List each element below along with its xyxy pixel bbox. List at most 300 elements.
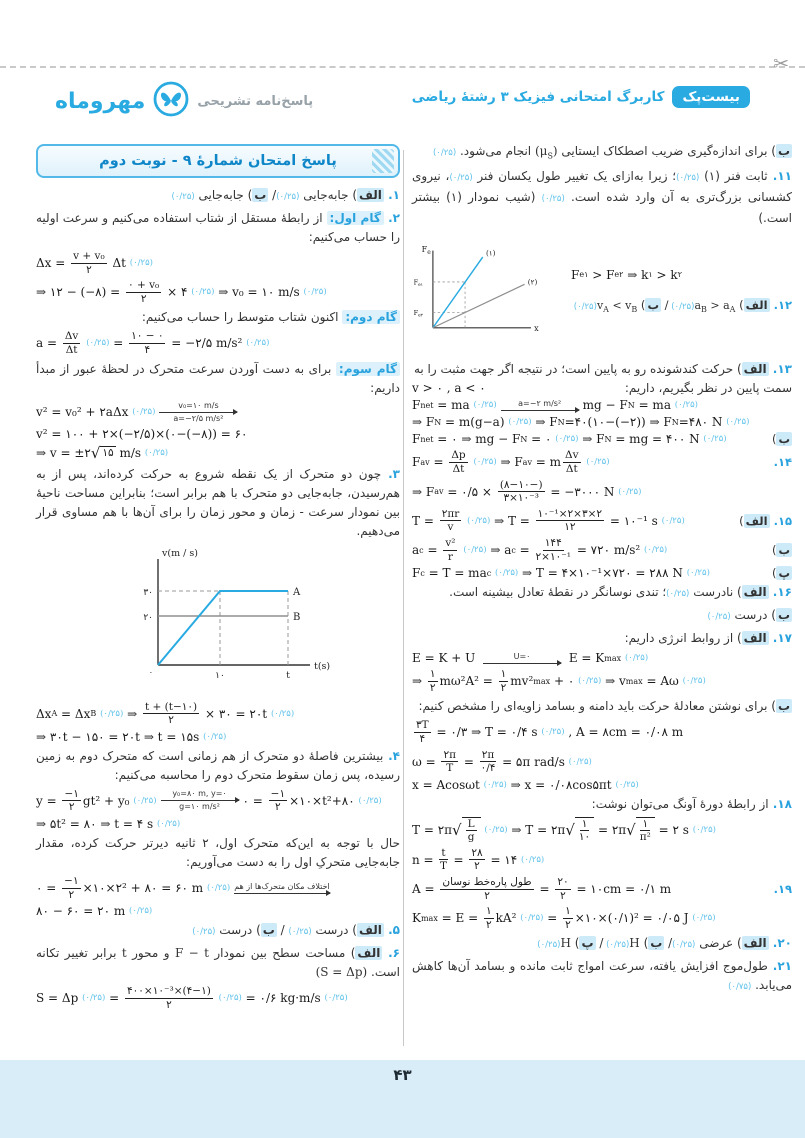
math-text: ۰ = bbox=[242, 793, 267, 808]
y-tick-fe2: $F_{e۲}$ bbox=[413, 309, 424, 319]
equation bbox=[412, 668, 706, 694]
text-run: ) عرضی bbox=[695, 936, 742, 951]
fraction bbox=[441, 749, 458, 775]
math-text: Δt bbox=[108, 256, 130, 271]
equation-line bbox=[36, 427, 400, 441]
score-tag: (۰/۲۵) bbox=[129, 258, 153, 269]
answer-part-badge: ب bbox=[778, 543, 790, 558]
square-root bbox=[626, 817, 655, 844]
numerator: ۱ bbox=[485, 905, 492, 918]
paragraph bbox=[412, 167, 792, 228]
text-run bbox=[625, 381, 792, 395]
math-text: = bbox=[515, 543, 534, 558]
equation-line bbox=[36, 250, 400, 276]
label-line-2: (۲) bbox=[527, 277, 538, 287]
math-text: F bbox=[571, 267, 580, 282]
score-tag: (۰/۲۵) bbox=[432, 148, 457, 158]
math-text: = E = bbox=[437, 911, 482, 926]
answer-part-badge: الف bbox=[357, 946, 381, 961]
score-tag: (۰/۲۵) bbox=[288, 927, 312, 938]
score-tag: (۰/۲۵) bbox=[571, 301, 597, 312]
question-number: ۱۹. bbox=[773, 882, 792, 897]
question-number: ۱۸. bbox=[768, 796, 792, 811]
numerator: ۲×۳×۲×۱۰⁻¹ bbox=[537, 507, 603, 520]
denominator: ۲ bbox=[68, 888, 75, 901]
denominator: T bbox=[440, 860, 448, 873]
square-root bbox=[452, 817, 481, 844]
text-run: از رابطهٔ دورهٔ آونگ می‌توان نوشت: bbox=[591, 796, 769, 811]
fraction bbox=[640, 818, 651, 844]
inline-math: H bbox=[560, 936, 571, 951]
math-text: T = bbox=[412, 513, 438, 528]
text-run: ) bbox=[771, 432, 777, 447]
equation-line bbox=[412, 651, 792, 665]
numerator: t + (t−۱۰) bbox=[144, 700, 198, 713]
math-text: ⇒ x = ۰/۰۸cos۵πt bbox=[506, 777, 616, 792]
math-text: = −۳۰۰۰ N bbox=[546, 484, 619, 499]
subscript: av bbox=[434, 487, 444, 497]
math-text: + ۰ bbox=[550, 674, 579, 689]
math-text: = ۱۰⁻¹ s bbox=[606, 513, 662, 528]
subscript: N bbox=[671, 417, 679, 427]
fraction bbox=[555, 876, 570, 902]
question-number: ۱۷. bbox=[768, 631, 792, 646]
math-text: ⇒ T = bbox=[490, 513, 534, 528]
score-tag: (۰/۲۵) bbox=[207, 883, 231, 894]
inline-math: t bbox=[121, 946, 127, 961]
x-axis-title: t(s) bbox=[314, 660, 331, 672]
equation bbox=[412, 381, 486, 395]
question-number: ۲۰. bbox=[768, 936, 792, 951]
equation-line bbox=[36, 730, 400, 744]
math-text: × ۳۰ = ۲۰t bbox=[201, 706, 271, 721]
subscript: ۲ bbox=[677, 270, 682, 280]
question-number: ۱۶. bbox=[768, 585, 792, 600]
equation-line bbox=[412, 778, 792, 792]
fraction bbox=[563, 905, 573, 931]
math-text: = −۲/۵ m/s² bbox=[167, 336, 247, 351]
y-tick-fe1: $F_{e۱}$ bbox=[413, 278, 424, 289]
score-tag: (۰/۲۵) bbox=[449, 173, 473, 184]
numerator: L bbox=[467, 817, 475, 830]
math-text: ⇒ T = ۴×۱۰⁻¹×۷۲۰ = ۲۸۸ N bbox=[518, 566, 687, 581]
math-text: = T = ma bbox=[424, 566, 487, 581]
answer-part-badge: الف bbox=[743, 585, 767, 600]
math-text: ×۱۰×(۰/۱)² = ۰/۰۵ J bbox=[574, 911, 693, 926]
score-tag: (۰/۲۵) bbox=[358, 795, 382, 806]
numerator: ۱ bbox=[581, 817, 588, 830]
labeled-arrow bbox=[501, 399, 579, 412]
text-run: ) bbox=[771, 543, 777, 558]
paragraph bbox=[36, 465, 400, 541]
math-text: kA² bbox=[495, 911, 521, 926]
math-text: = m bbox=[531, 455, 562, 470]
equation-line bbox=[412, 508, 792, 534]
fraction bbox=[269, 788, 287, 814]
subscript: max bbox=[604, 653, 622, 663]
arrow-bottom-label: a=−۲/۵ m/s² bbox=[173, 413, 224, 423]
denominator: g bbox=[467, 831, 475, 844]
inline-math: F − t bbox=[174, 946, 209, 961]
numerator: ۱ bbox=[429, 668, 436, 681]
radicand: ۱۵ bbox=[102, 447, 114, 460]
answer-part-badge: ب bbox=[777, 144, 790, 158]
score-tag: (۰/۲۵) bbox=[129, 906, 153, 917]
denominator: ۲ bbox=[68, 801, 75, 814]
score-tag: (۰/۲۵) bbox=[618, 486, 642, 497]
score-tag: (۰/۲۵) bbox=[578, 676, 602, 687]
numerator: (۴−۱)×۱۰⁻³×۴۰۰ bbox=[126, 985, 211, 998]
math-text: = ma bbox=[433, 398, 474, 413]
fraction bbox=[498, 479, 545, 505]
math-text: × ۴ bbox=[163, 285, 192, 300]
math-text: = bbox=[429, 455, 448, 470]
score-tag: (۰/۲۵) bbox=[463, 545, 487, 556]
radical-sign: √ bbox=[90, 443, 101, 462]
paragraph bbox=[36, 834, 400, 872]
math-text: E = K bbox=[565, 651, 605, 666]
spring-force-graph bbox=[412, 230, 547, 358]
math-text: E = K + U bbox=[412, 651, 480, 666]
subscript: max bbox=[420, 913, 438, 923]
fraction bbox=[71, 250, 107, 276]
equation-line bbox=[36, 788, 400, 814]
page-number: ۴۳ bbox=[393, 1066, 412, 1084]
labeled-arrow bbox=[483, 652, 561, 665]
text-run: ) برای اندازه‌گیری ضریب اصطکاک ایستایی bbox=[557, 144, 776, 158]
denominator: ۲ bbox=[86, 263, 92, 276]
question-number: ۳. bbox=[381, 466, 400, 481]
math-text: x = Acosωt bbox=[412, 777, 484, 792]
paragraph bbox=[36, 209, 400, 247]
numerator: ۰ + v₀ bbox=[128, 279, 160, 292]
score-tag: (۰/۲۵) bbox=[86, 338, 110, 349]
arrow-line bbox=[501, 410, 579, 411]
text-run: بیشترین فاصلهٔ دو متحرک از هم زمانی است که متحرک دوم به زمین رسیده، پس زمان سقوط متحرک دوم را محاسبه می‌کنیم: bbox=[36, 748, 400, 782]
answer-part-badge: الف bbox=[743, 631, 767, 646]
question-number: ۱۳. bbox=[768, 362, 792, 377]
equation-line bbox=[36, 330, 400, 356]
subscript: e۱ bbox=[418, 283, 424, 289]
subscript: A bbox=[51, 709, 58, 719]
score-tag: (۰/۲۵) bbox=[484, 825, 508, 836]
x-tick-10: ۱۰ bbox=[215, 670, 225, 681]
arrow-top-label: y₀=۸۰ m, y=۰ bbox=[172, 789, 227, 799]
answer-part-badge: الف bbox=[359, 188, 382, 202]
subscript: av bbox=[522, 457, 532, 467]
score-tag: (۰/۲۵) bbox=[192, 927, 216, 938]
question-number: ۲۱. bbox=[767, 959, 792, 974]
math-text: v² = v₀² + ۲aΔx bbox=[36, 405, 133, 420]
denominator: T bbox=[446, 762, 454, 775]
math-text: = bbox=[535, 882, 554, 897]
text-run: ) حرکت کندشونده رو به پایین است؛ در نتیجه اگر جهت مثبت را به bbox=[413, 362, 742, 377]
subscript: e bbox=[427, 249, 431, 257]
subscript: e۲ bbox=[418, 313, 424, 319]
equation-line bbox=[412, 719, 792, 745]
score-tag: (۰/۲۵) bbox=[586, 457, 610, 468]
math-text: Δx = bbox=[36, 256, 70, 271]
numerator: ۲π bbox=[443, 748, 457, 761]
inline-math: H bbox=[629, 936, 640, 951]
denominator: ۲ bbox=[166, 998, 172, 1011]
math-text: , A = ۸cm = ۰/۰۸ m bbox=[564, 725, 684, 740]
banner-hatch-decoration bbox=[372, 149, 394, 173]
answer-part-badge: ب bbox=[650, 936, 663, 951]
score-tag: (۰/۲۵) bbox=[144, 447, 169, 458]
header-left bbox=[55, 80, 313, 122]
worksheet-title: کاربرگ امتحانی فیزیک ۳ رشتهٔ ریاضی bbox=[411, 89, 665, 105]
equation bbox=[36, 817, 180, 831]
subscript: A bbox=[603, 304, 609, 314]
score-tag: (۰/۲۵) bbox=[672, 940, 696, 951]
denominator: Δt bbox=[452, 462, 465, 475]
text-run: ) درست bbox=[730, 608, 776, 623]
math-text: ⇒ bbox=[412, 674, 426, 689]
equation-line bbox=[412, 479, 792, 505]
score-tag: (۰/۲۵) bbox=[568, 756, 592, 767]
math-text: mv² bbox=[510, 674, 534, 689]
score-tag: (۰/۲۵) bbox=[521, 854, 545, 865]
math-text: v > ۰ , a < ۰ bbox=[412, 381, 486, 396]
butterfly-logo-icon bbox=[152, 80, 190, 122]
y-axis-title: $F_e$ bbox=[421, 245, 431, 257]
math-text: ۰ = bbox=[36, 881, 61, 896]
score-tag: (۰/۲۵) bbox=[191, 287, 215, 298]
answer-part-badge: ب bbox=[778, 432, 790, 447]
numerator: −۱ bbox=[64, 787, 79, 800]
text-run: ) bbox=[735, 297, 744, 312]
subscript: ۱ bbox=[648, 270, 653, 280]
math-text: ⇒ a bbox=[486, 543, 512, 558]
score-tag: (۰/۲۵) bbox=[726, 417, 750, 428]
denominator: ۲×۱۰⁻¹ bbox=[535, 550, 571, 563]
math-text: mω²A² = bbox=[439, 674, 497, 689]
subscript: net bbox=[420, 400, 434, 410]
equation bbox=[36, 330, 269, 356]
equation bbox=[412, 778, 639, 792]
denominator: ۲ bbox=[275, 801, 281, 814]
fraction bbox=[449, 449, 467, 475]
score-tag: (۰/۲۵) bbox=[495, 568, 519, 579]
score-tag: (۰/۲۵) bbox=[703, 434, 727, 445]
equation bbox=[412, 415, 749, 429]
arrow-bottom-label: g=۱۰ m/s² bbox=[179, 802, 220, 812]
text-run: ، نیروی کشسانی بزرگ‌تری به آن وارد شده است. bbox=[412, 169, 792, 205]
score-tag: (۰/۲۵) bbox=[534, 940, 561, 951]
score-tag: (۰/۲۵) bbox=[692, 913, 716, 924]
denominator: ۱۰ bbox=[578, 831, 591, 844]
text-run: ) bbox=[570, 936, 580, 951]
fraction bbox=[443, 537, 457, 563]
math-text: = bbox=[423, 543, 442, 558]
fraction bbox=[63, 330, 81, 356]
equation bbox=[36, 444, 168, 462]
score-tag: (۰/۲۵) bbox=[707, 612, 731, 623]
numerator: v² bbox=[445, 536, 456, 549]
numerator: Δp bbox=[451, 449, 466, 462]
fraction bbox=[536, 537, 571, 563]
denominator: π² bbox=[639, 831, 651, 844]
y-axis-title: v(m / s) bbox=[162, 547, 198, 559]
inline-math: (S = Δp) bbox=[315, 965, 368, 980]
subscript: N bbox=[520, 434, 528, 444]
math-text: ×۱۰×۲² + ۸۰ = ۶۰ m bbox=[82, 881, 207, 896]
cut-line bbox=[0, 66, 805, 68]
math-text: ⇒ F bbox=[412, 484, 435, 499]
math-text: S = Δp bbox=[36, 991, 83, 1006]
text-run: / bbox=[664, 936, 673, 951]
text-run: از رابطهٔ مستقل از شتاب استفاده می‌کنیم و سرعت اولیه را حساب می‌کنیم: bbox=[36, 211, 400, 244]
question-number: ۶. bbox=[382, 946, 400, 961]
fraction bbox=[125, 985, 213, 1011]
math-text: = ۱۴ bbox=[486, 852, 522, 867]
inline-math: $(\mu_S)$ bbox=[534, 144, 558, 161]
answer-part-badge: ب bbox=[262, 923, 275, 938]
text-run: برابر تغییر تکانه است. bbox=[36, 946, 400, 980]
denominator: ۲ bbox=[474, 860, 480, 873]
line-marker bbox=[772, 543, 792, 557]
paragraph bbox=[36, 944, 400, 982]
fraction bbox=[484, 905, 494, 931]
numerator: ۲۰ bbox=[557, 876, 569, 889]
math-text: = ۰/۳ ⇒ T = ۰/۴ s bbox=[432, 725, 542, 740]
math-text: =۴۸۰ N bbox=[678, 415, 727, 430]
equation-line bbox=[36, 401, 400, 424]
math-text: a = bbox=[36, 336, 61, 351]
text-run: انجام می‌شود. bbox=[456, 144, 535, 158]
paragraph bbox=[36, 186, 400, 207]
score-tag: (۰/۲۵) bbox=[603, 940, 630, 951]
radicand bbox=[636, 817, 655, 844]
denominator: ۲ bbox=[429, 681, 436, 694]
question-number: ۴. bbox=[383, 748, 400, 763]
math-text: ⇒ ۱۲ − (−۸) = bbox=[36, 285, 124, 300]
math-text: = bbox=[449, 852, 468, 867]
score-tag: (۰/۲۵) bbox=[156, 818, 181, 829]
subscript: A bbox=[729, 304, 736, 314]
math-text: y = bbox=[36, 793, 61, 808]
math-text: ⇒ T = ۲π bbox=[507, 823, 566, 838]
text-run: ؛ تندی نوسانگر در نقطهٔ تعادل بیشینه است. bbox=[449, 585, 667, 600]
question-number: ۱۵. bbox=[769, 513, 792, 528]
score-tag: (۰/۲۵) bbox=[615, 779, 639, 790]
score-tag: (۰/۲۵) bbox=[692, 825, 716, 836]
paragraph bbox=[412, 795, 792, 814]
math-text: K bbox=[412, 911, 421, 926]
fraction bbox=[499, 668, 509, 694]
answer-part-badge: الف bbox=[745, 513, 768, 528]
line-A bbox=[158, 591, 288, 665]
question-number: ۱. bbox=[383, 188, 400, 202]
left-column-content bbox=[36, 186, 400, 1011]
paragraph bbox=[36, 308, 400, 327]
x-axis-title: x bbox=[534, 324, 539, 334]
y-tick-20: ۲۰ bbox=[143, 612, 153, 623]
equation bbox=[412, 398, 698, 412]
math-text: T = ۲π bbox=[412, 823, 453, 838]
header-right bbox=[412, 86, 750, 108]
labeled-arrow bbox=[161, 789, 239, 812]
score-tag: (۰/۲۵) bbox=[171, 192, 195, 202]
square-root bbox=[565, 817, 594, 844]
subscript: max bbox=[625, 676, 643, 686]
math-text: > k bbox=[652, 267, 678, 282]
subscript: c bbox=[419, 545, 424, 555]
math-text: ⇒ F bbox=[496, 455, 523, 470]
scissors-icon: ✂ bbox=[773, 53, 789, 75]
spring-force-figure bbox=[412, 230, 792, 358]
label-B: B bbox=[293, 611, 301, 623]
arrow-line bbox=[161, 800, 239, 801]
math-text: = bbox=[105, 991, 123, 1006]
answer-part-badge: ب bbox=[777, 608, 790, 623]
score-tag: (۰/۲۵) bbox=[203, 731, 227, 742]
score-tag: (۰/۲۵) bbox=[644, 545, 668, 556]
equation-line bbox=[36, 444, 400, 462]
equation bbox=[36, 427, 248, 441]
equation bbox=[412, 537, 667, 563]
numerator: ۱ bbox=[565, 905, 571, 918]
numerator: طول پاره‌خط نوسان bbox=[442, 876, 532, 889]
equation bbox=[412, 719, 683, 745]
answer-line bbox=[571, 296, 792, 319]
score-tag: (۰/۲۵) bbox=[218, 993, 242, 1004]
equation bbox=[36, 730, 226, 744]
equation-line bbox=[36, 875, 400, 901]
series-badge: بیست‌پک bbox=[672, 86, 750, 108]
fraction bbox=[440, 876, 533, 902]
subscript: max bbox=[533, 676, 551, 686]
text-run: ) bbox=[637, 297, 646, 312]
math-text: = ۵π rad/s bbox=[498, 754, 569, 769]
denominator: ۳×۱۰⁻³ bbox=[503, 492, 539, 505]
step-badge: گام دوم: bbox=[342, 310, 400, 324]
right-column-content bbox=[412, 142, 792, 997]
step-badge: گام سوم: bbox=[336, 362, 400, 376]
math-text: = mg = ۴۰۰ N bbox=[611, 432, 704, 447]
score-tag: (۰/۲۵) bbox=[624, 653, 649, 664]
fraction bbox=[579, 818, 590, 844]
score-tag: (۰/۲۵) bbox=[555, 434, 579, 445]
denominator: ۲ bbox=[500, 681, 507, 694]
math-text: = Aω bbox=[642, 674, 683, 689]
text-run: حال با توجه به این‌که متحرک اول، ۲ ثانیه دیرتر حرکت کرده، مقدار جابه‌جایی متحرکِ اول را به دست می‌آوریم: bbox=[36, 835, 400, 869]
score-tag: (۰/۲۵) bbox=[686, 568, 710, 579]
score-tag: (۰/۲۵) bbox=[82, 993, 106, 1004]
equation bbox=[36, 875, 334, 901]
math-text: ⇒ v = ±۲ bbox=[36, 445, 91, 460]
text-run: طول‌موج افزایش یافته، سرعت امواج ثابت مانده و بسامد آن‌ها کاهش می‌یابد. bbox=[412, 959, 792, 993]
line-marker bbox=[772, 432, 792, 446]
fraction bbox=[480, 749, 497, 775]
math-text: n = bbox=[412, 852, 438, 867]
fraction bbox=[143, 701, 199, 727]
numerator: −۱ bbox=[270, 787, 286, 800]
equation-line bbox=[36, 817, 400, 831]
math-text: F bbox=[412, 398, 421, 413]
equation-line bbox=[412, 905, 792, 931]
arrow-top-label: a=−۲ m/s² bbox=[518, 398, 562, 408]
left-column bbox=[36, 140, 400, 1014]
subscript: c bbox=[420, 568, 425, 578]
subscript: e۱ bbox=[579, 270, 589, 280]
paragraph bbox=[412, 142, 792, 165]
equation-line bbox=[412, 398, 792, 412]
column-divider bbox=[403, 150, 404, 1046]
numerator: Δv bbox=[64, 330, 79, 343]
line-marker bbox=[739, 514, 792, 528]
